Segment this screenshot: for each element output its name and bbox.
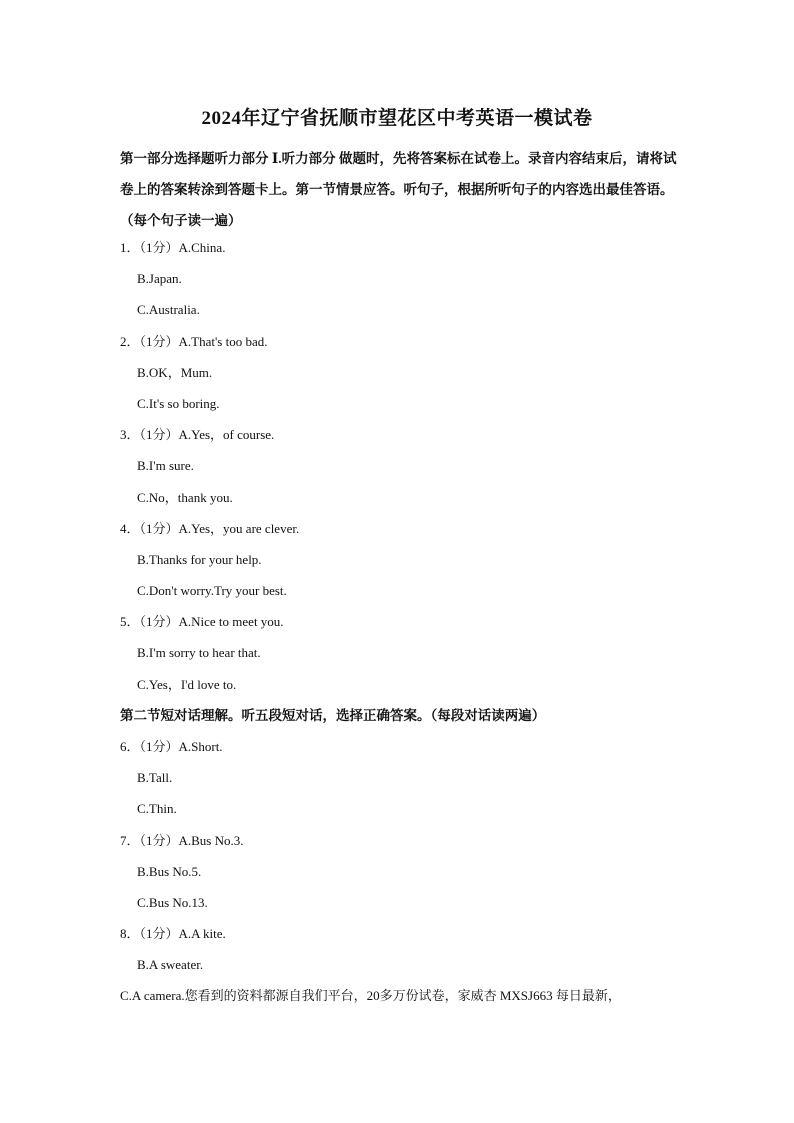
question-6-option-b: B.Tall. — [137, 770, 173, 785]
question-5-option-b: B.I'm sorry to hear that. — [137, 645, 261, 660]
question-7-option-a: 7．（1分）A.Bus No.3. — [120, 833, 244, 848]
question-5-option-a: 5．（1分）A.Nice to meet you. — [120, 614, 284, 629]
question-4-option-c: C.Don't worry.Try your best. — [137, 583, 287, 598]
question-6-option-a: 6．（1分）A.Short. — [120, 739, 223, 754]
question-4-option-b: B.Thanks for your help. — [137, 552, 262, 567]
question-8-option-b: B.A sweater. — [137, 957, 204, 972]
question-2-option-a: 2．（1分）A.That's too bad. — [120, 334, 268, 349]
question-5-option-c: C.Yes，I'd love to. — [137, 677, 237, 692]
question-3-option-a: 3．（1分）A.Yes，of course. — [120, 427, 275, 442]
question-1-option-c: C.Australia. — [137, 302, 200, 317]
page-title: 2024年辽宁省抚顺市望花区中考英语一模试卷 — [201, 108, 593, 129]
question-6-option-c: C.Thin. — [137, 801, 177, 816]
question-8-option-c-with-watermark: C.A camera.您看到的资料都源自我们平台，20多万份试卷，家威杏 MXSJ663 每日最新， — [120, 988, 621, 1003]
question-7-option-b: B.Bus No.5. — [137, 864, 202, 879]
section-two-heading: 第二节短对话理解。听五段短对话，选择正确答案。（每段对话读两遍） — [120, 708, 546, 723]
part-one-instructions: 第一部分选择题听力部分 Ⅰ.听力部分 做题时，先将答案标在试卷上。录音内容结束后，请将试卷上的答案转涂到答题卡上。第一节情景应答。听句子，根据所听句子的内容选出最佳答语。（每个句子读一遍） — [120, 151, 677, 228]
question-4-option-a: 4．（1分）A.Yes，you are clever. — [120, 521, 300, 536]
question-3-option-b: B.I'm sure. — [137, 458, 194, 473]
question-2-option-b: B.OK，Mum. — [137, 365, 213, 380]
question-7-option-c: C.Bus No.13. — [137, 895, 208, 910]
question-1-option-a: 1．（1分）A.China. — [120, 240, 226, 255]
question-8-option-a: 8．（1分）A.A kite. — [120, 926, 226, 941]
question-1-option-b: B.Japan. — [137, 271, 182, 286]
question-2-option-c: C.It's so boring. — [137, 396, 220, 411]
question-3-option-c: C.No，thank you. — [137, 490, 233, 505]
